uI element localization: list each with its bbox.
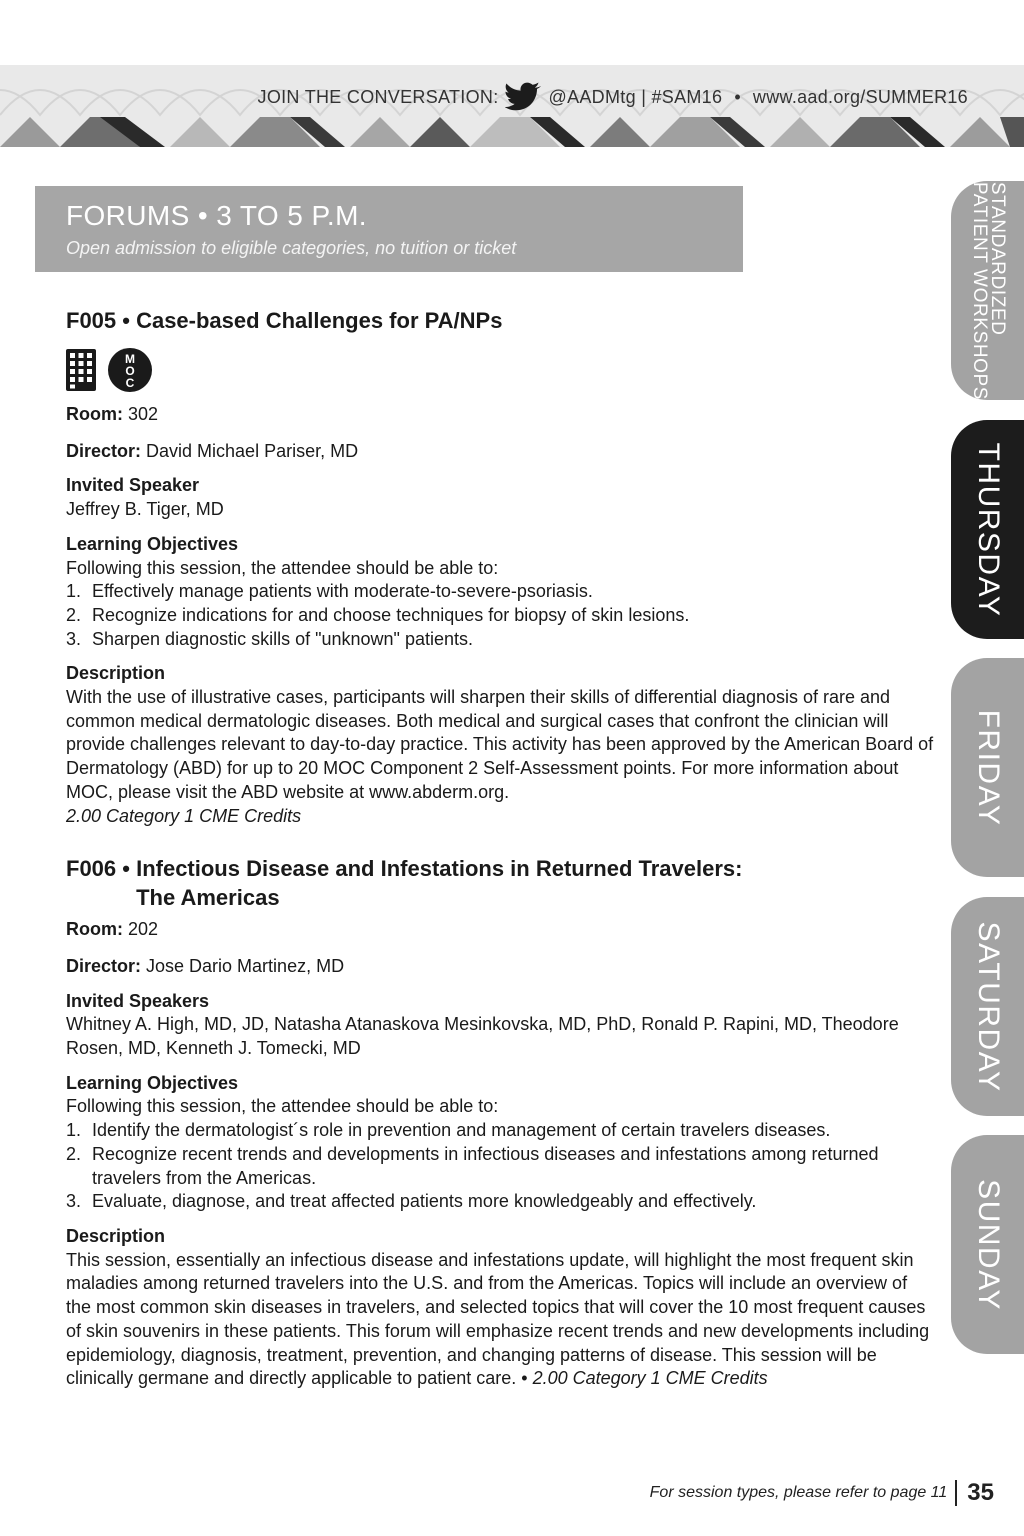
session-icons	[66, 349, 936, 391]
objective-number: 2.	[66, 604, 82, 625]
tab-label: THURSDAY	[971, 442, 1005, 617]
moc-letter-o: O	[125, 364, 135, 378]
objective-item	[66, 1190, 936, 1214]
moc-icon	[108, 348, 152, 392]
tab-label: SUNDAY	[971, 1178, 1005, 1311]
director-value: David Michael Pariser, MD	[141, 440, 359, 461]
session-title-line1: Infectious Disease and Infestations in Returned Travelers:	[136, 856, 743, 882]
moc-letter-c: C	[125, 376, 135, 390]
bullet-separator: •	[734, 86, 741, 107]
website-url[interactable]: www.aad.org/SUMMER16	[752, 86, 968, 107]
session-code: F006 •	[66, 856, 137, 882]
description-text: With the use of illustrative cases, participants will sharpen their skills of differential diagnosis of rare and common medical dermatologic diseases. Both medical and surgical cases that confront the clinician will provide challenges relevant to day-to-day practice. This activity has been approved by the American Board of Dermatology (ABD) for up to 20 MOC Component 2 Self-Assessment points. For more information about MOC, please visit the ABD website at www.abderm.org.	[66, 687, 934, 802]
objective-item	[66, 1143, 936, 1190]
objective-item	[66, 628, 936, 652]
objectives-intro: Following this session, the attendee should be able to:	[66, 557, 499, 578]
twitter-bird-icon	[505, 82, 543, 112]
page-footer	[650, 1478, 994, 1508]
description-heading: Description	[66, 1225, 166, 1246]
footer-divider	[955, 1480, 957, 1506]
objectives-list	[66, 580, 936, 651]
tab-label: SATURDAY	[971, 921, 1005, 1092]
session-code: F005 •	[66, 308, 137, 333]
objective-text: Recognize indications for and choose techniques for biopsy of skin lesions.	[92, 604, 690, 625]
room-value: 302	[123, 404, 159, 424]
objectives-list	[66, 1119, 936, 1214]
tab-saturday[interactable]	[951, 897, 1024, 1116]
objective-item	[66, 604, 936, 628]
objective-number: 2.	[66, 1143, 82, 1164]
page-number: 35	[967, 1479, 994, 1506]
cme-credits: 2.00 Category 1 CME Credits	[66, 805, 302, 826]
session-f005	[66, 306, 936, 828]
objective-text: Effectively manage patients with moderate-to-severe-psoriasis.	[92, 581, 593, 602]
session-f006	[66, 854, 936, 1391]
room-label: Room:	[66, 404, 123, 424]
tab-label-line1: STANDARDIZED	[986, 181, 1008, 335]
session-title	[66, 854, 936, 912]
session-title-text: Case-based Challenges for PA/NPs	[136, 308, 503, 333]
social-handle: @AADMtg | #SAM16	[548, 86, 723, 107]
description-heading: Description	[66, 663, 166, 684]
speaker-list: Jeffrey B. Tiger, MD	[66, 499, 224, 520]
tab-label: FRIDAY	[971, 709, 1005, 826]
banner-subtitle: Open admission to eligible categories, no tuition or ticket	[66, 238, 517, 258]
session-room	[66, 918, 936, 942]
session-director	[66, 955, 936, 979]
forums-banner	[35, 186, 743, 272]
session-title-text	[136, 854, 742, 912]
sessions-content	[66, 306, 936, 1391]
footer-note: For session types, please refer to page 11	[649, 1484, 948, 1501]
room-label: Room:	[66, 919, 123, 940]
tab-friday[interactable]	[951, 658, 1024, 877]
tab-label-line2: PATIENT WORKSHOPS	[968, 181, 990, 400]
objectives-heading: Learning Objectives	[66, 1072, 239, 1093]
join-conversation-bar	[0, 80, 1024, 114]
room-value: 202	[123, 919, 159, 940]
moc-letter-m: M	[125, 352, 135, 366]
objective-text: Sharpen diagnostic skills of "unknown" patients.	[92, 628, 473, 649]
description-block	[66, 1249, 936, 1391]
speaker-heading: Invited Speakers	[66, 990, 210, 1011]
objective-number: 3.	[66, 1191, 82, 1212]
credits-separator: •	[516, 1368, 533, 1389]
cme-credits: 2.00 Category 1 CME Credits	[532, 1368, 768, 1389]
objective-text: Identify the dermatologist´s role in prevention and management of certain travelers diseases.	[92, 1120, 831, 1141]
calculator-icon	[66, 349, 96, 391]
objective-text: Recognize recent trends and developments in infectious diseases and infestations among returned travelers from the Americas.	[92, 1143, 879, 1188]
banner-title: FORUMS • 3 TO 5 P.M.	[66, 200, 367, 231]
join-text: JOIN THE CONVERSATION:	[257, 86, 499, 107]
description-text: This session, essentially an infectious disease and infestations update, will highlight the most frequent skin maladies among returned travelers into the U.S. and from the Americas. Topics will include an overview of the most common skin diseases in travelers, and selected topics that will cover the 10 most frequent causes of skin souvenirs in these patients. This forum will emphasize recent trends and new developments including epidemiology, diagnosis, treatment, prevention, and changing patterns of disease. This session will be clinically germane and directly applicable to patient care.	[66, 1249, 930, 1389]
session-director	[66, 440, 936, 464]
objective-text: Evaluate, diagnose, and treat affected patients more knowledgeably and effectively.	[92, 1191, 757, 1212]
objective-number: 3.	[66, 628, 82, 649]
tab-standardized-patient-workshops[interactable]	[951, 181, 1024, 400]
objectives-heading: Learning Objectives	[66, 533, 239, 554]
session-room	[66, 403, 936, 427]
tab-sunday[interactable]	[951, 1135, 1024, 1354]
director-value: Jose Dario Martinez, MD	[141, 955, 345, 976]
tab-thursday[interactable]	[951, 420, 1024, 639]
speaker-heading: Invited Speaker	[66, 475, 200, 496]
objective-number: 1.	[66, 1120, 82, 1141]
tab-label	[970, 181, 1006, 399]
session-title-line2: The Americas	[136, 885, 280, 911]
objective-item	[66, 1119, 936, 1143]
session-title	[66, 306, 936, 335]
director-label: Director:	[66, 440, 142, 461]
speaker-list: Whitney A. High, MD, JD, Natasha Atanaskova Mesinkovska, MD, PhD, Ronald P. Rapini, MD, Theodore Rosen, MD, Kenneth J. Tomecki, MD	[66, 1014, 899, 1059]
director-label: Director:	[66, 955, 142, 976]
objective-item	[66, 580, 936, 604]
objective-number: 1.	[66, 581, 82, 602]
objectives-intro: Following this session, the attendee should be able to:	[66, 1096, 499, 1117]
